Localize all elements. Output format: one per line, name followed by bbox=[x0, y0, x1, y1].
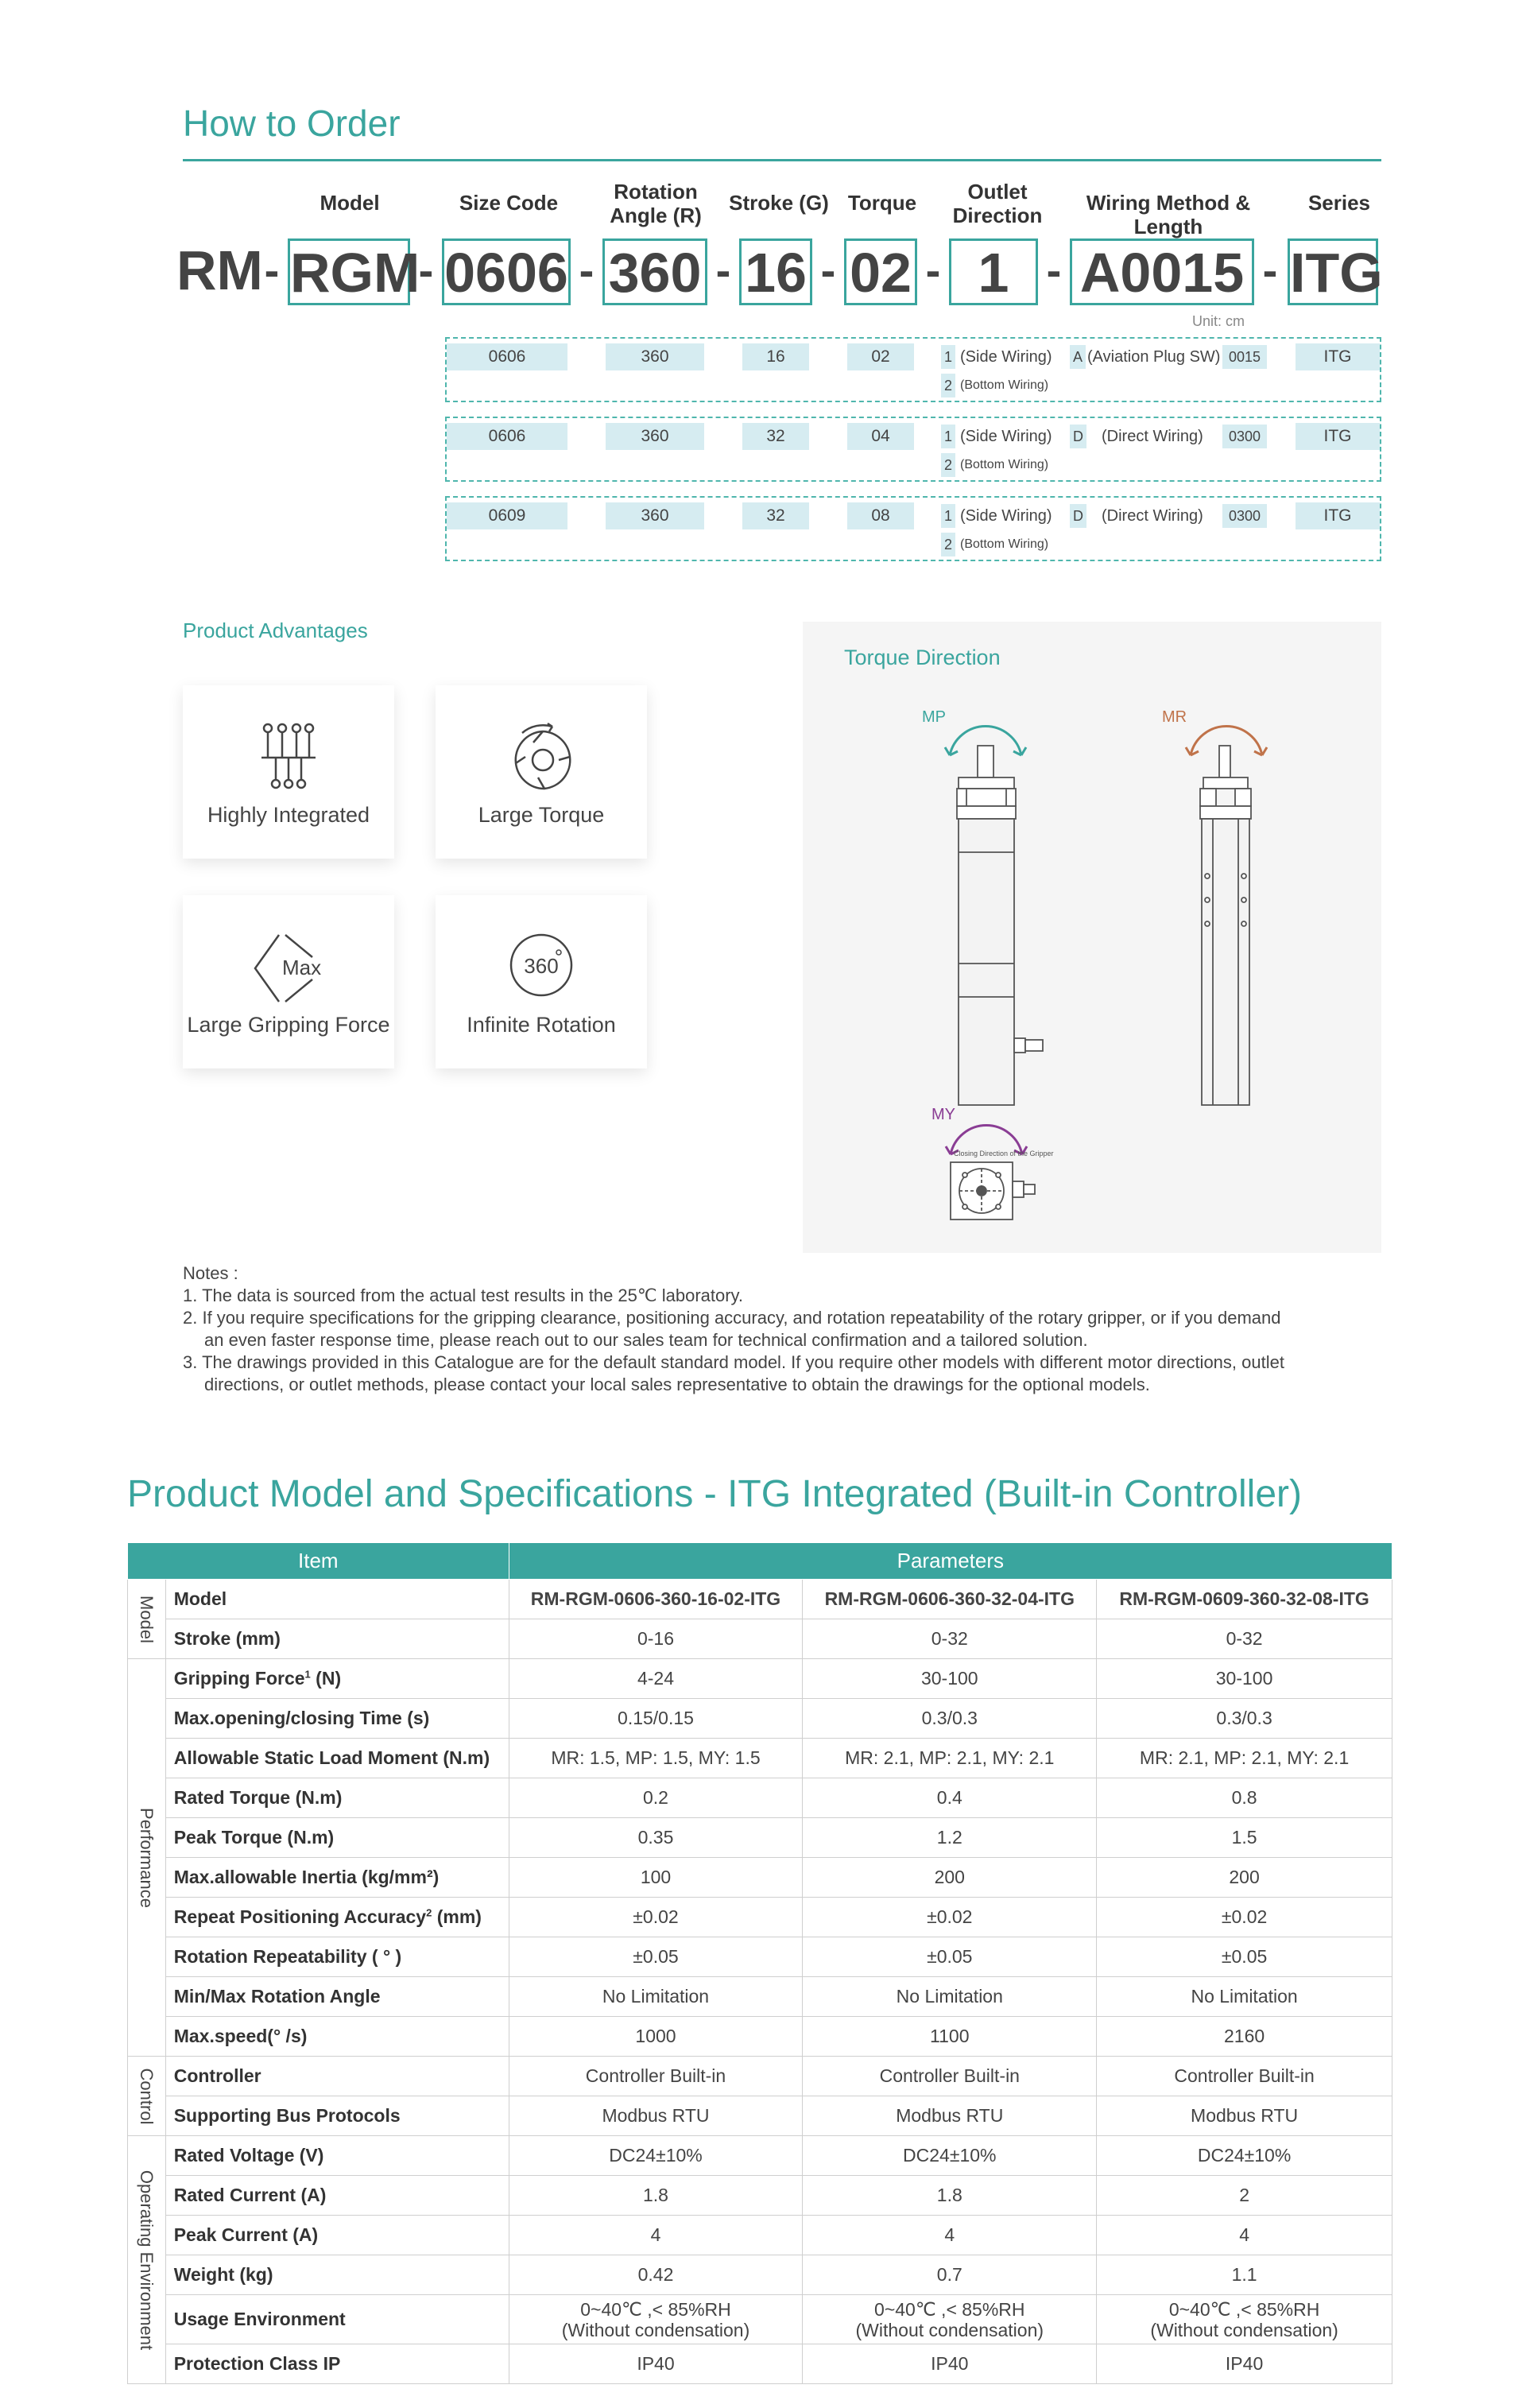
option-group-1 bbox=[445, 337, 1381, 402]
option-outlet-2-text: (Bottom Wiring) bbox=[960, 537, 1049, 551]
option-rotation: 360 bbox=[606, 502, 704, 529]
table-row bbox=[128, 2295, 1392, 2344]
table-row bbox=[128, 2096, 1392, 2136]
option-outlet-2-text: (Bottom Wiring) bbox=[960, 378, 1049, 392]
cell: 0~40℃ ,< 85%RH (Without condensation) bbox=[509, 2295, 803, 2344]
svg-text:Max: Max bbox=[282, 956, 322, 979]
option-rotation: 360 bbox=[606, 343, 704, 370]
header-torque: Torque bbox=[847, 191, 917, 215]
table-header-row bbox=[128, 1543, 1392, 1580]
group-operating-environment: Operating Environment bbox=[128, 2136, 166, 2384]
option-group-3 bbox=[445, 496, 1381, 561]
code-dash: - bbox=[579, 245, 595, 295]
cell: MR: 2.1, MP: 2.1, MY: 2.1 bbox=[1097, 1739, 1392, 1778]
table-row bbox=[128, 1778, 1392, 1818]
note-item: 2. If you require specifications for the gripping clearance, positioning accuracy, and rotation repeatability of the rotary gripper, or if you demand bbox=[183, 1308, 1281, 1328]
unit-note: Unit: cm bbox=[1192, 313, 1245, 329]
notes bbox=[183, 1262, 1383, 1396]
note-item: an even faster response time, please reach out to our sales team for technical confirmation and a tailored solution. bbox=[204, 1330, 1088, 1350]
advantage-card-gripping-force bbox=[183, 895, 394, 1068]
cell: DC24±10% bbox=[509, 2136, 803, 2176]
option-outlet-2: 2 bbox=[941, 453, 955, 477]
cell: 4 bbox=[509, 2216, 803, 2255]
row-label: Protection Class IP bbox=[165, 2344, 509, 2384]
code-dash: - bbox=[1262, 245, 1278, 295]
notes-heading: Notes : bbox=[183, 1263, 238, 1283]
svg-text:360: 360 bbox=[524, 954, 559, 978]
option-series: ITG bbox=[1296, 502, 1380, 529]
table-row bbox=[128, 2057, 1392, 2096]
code-prefix: RM bbox=[176, 239, 263, 301]
row-label: Supporting Bus Protocols bbox=[165, 2096, 509, 2136]
header-stroke: Stroke (G) bbox=[729, 191, 829, 215]
cell: No Limitation bbox=[509, 1977, 803, 2017]
option-outlet-1: 1 bbox=[941, 345, 955, 369]
cell: 1.8 bbox=[509, 2176, 803, 2216]
cell: 2160 bbox=[1097, 2017, 1392, 2057]
table-row bbox=[128, 1659, 1392, 1699]
cell: 1100 bbox=[803, 2017, 1097, 2057]
option-size: 0606 bbox=[447, 343, 567, 370]
header-size-code: Size Code bbox=[459, 191, 559, 215]
option-size: 0606 bbox=[447, 423, 567, 450]
max-force-icon bbox=[250, 930, 327, 1006]
option-stroke: 32 bbox=[742, 502, 809, 529]
cell: 1000 bbox=[509, 2017, 803, 2057]
table-row bbox=[128, 1580, 1392, 1619]
option-torque: 08 bbox=[847, 502, 914, 529]
cell: ±0.02 bbox=[1097, 1898, 1392, 1937]
cell: MR: 2.1, MP: 2.1, MY: 2.1 bbox=[803, 1739, 1097, 1778]
row-label: Peak Torque (N.m) bbox=[165, 1818, 509, 1858]
option-outlet-2: 2 bbox=[941, 533, 955, 556]
header-outlet-direction: Outlet Direction bbox=[952, 180, 1043, 227]
cell: 0.42 bbox=[509, 2255, 803, 2295]
title-divider bbox=[183, 159, 1381, 161]
option-length: 0015 bbox=[1222, 345, 1267, 369]
cell: 1.1 bbox=[1097, 2255, 1392, 2295]
cell: 0.2 bbox=[509, 1778, 803, 1818]
note-item: directions, or outlet methods, please contact your local sales representative to obtain the drawings for the optional models. bbox=[204, 1375, 1150, 1394]
cell: Controller Built-in bbox=[803, 2057, 1097, 2096]
mp-label: MP bbox=[922, 708, 946, 726]
gripper-front-view bbox=[957, 746, 1043, 1105]
code-dash: - bbox=[820, 245, 836, 295]
code-model: RGM bbox=[288, 238, 410, 305]
advantage-label: Infinite Rotation bbox=[467, 1013, 616, 1037]
row-label: Allowable Static Load Moment (N.m) bbox=[165, 1739, 509, 1778]
option-length: 0300 bbox=[1222, 504, 1267, 528]
row-label: Rated Torque (N.m) bbox=[165, 1778, 509, 1818]
cell: 4 bbox=[803, 2216, 1097, 2255]
code-dash: - bbox=[264, 245, 280, 295]
row-label: Rotation Repeatability ( ° ) bbox=[165, 1937, 509, 1977]
cell: 0~40℃ ,< 85%RH (Without condensation) bbox=[1097, 2295, 1392, 2344]
how-to-order-title: How to Order bbox=[183, 103, 401, 144]
row-label: Usage Environment bbox=[165, 2295, 509, 2344]
row-label: Rated Current (A) bbox=[165, 2176, 509, 2216]
cell: MR: 1.5, MP: 1.5, MY: 1.5 bbox=[509, 1739, 803, 1778]
torque-direction-diagram bbox=[803, 622, 1381, 1253]
header-wiring-method: Wiring Method & Length bbox=[1086, 191, 1251, 238]
code-size: 0606 bbox=[442, 238, 571, 305]
header-item: Item bbox=[128, 1543, 509, 1580]
cell: 4-24 bbox=[509, 1659, 803, 1699]
header-rotation-angle: Rotation Angle (R) bbox=[610, 180, 702, 227]
cell: 2 bbox=[1097, 2176, 1392, 2216]
gripper-side-view bbox=[1200, 746, 1251, 1105]
option-series: ITG bbox=[1296, 423, 1380, 450]
option-wiring-text: (Direct Wiring) bbox=[1102, 507, 1203, 525]
cell: 0-16 bbox=[509, 1619, 803, 1659]
table-row bbox=[128, 1818, 1392, 1858]
option-torque: 02 bbox=[847, 343, 914, 370]
row-label: Model bbox=[165, 1580, 509, 1619]
cell: RM-RGM-0606-360-16-02-ITG bbox=[509, 1580, 803, 1619]
rotation-360-icon bbox=[506, 930, 576, 1000]
row-label: Min/Max Rotation Angle bbox=[165, 1977, 509, 2017]
table-row bbox=[128, 2216, 1392, 2255]
code-dash: - bbox=[418, 245, 434, 295]
option-group-2 bbox=[445, 417, 1381, 482]
table-row bbox=[128, 2176, 1392, 2216]
option-stroke: 16 bbox=[742, 343, 809, 370]
advantage-card-integrated bbox=[183, 685, 394, 859]
cell: 0.8 bbox=[1097, 1778, 1392, 1818]
row-label: Max.speed(° /s) bbox=[165, 2017, 509, 2057]
option-wiring-code: D bbox=[1070, 425, 1086, 448]
cell: 30-100 bbox=[1097, 1659, 1392, 1699]
table-row bbox=[128, 1977, 1392, 2017]
table-row bbox=[128, 1739, 1392, 1778]
code-dash: - bbox=[925, 245, 941, 295]
option-length: 0300 bbox=[1222, 425, 1267, 448]
cell: IP40 bbox=[509, 2344, 803, 2384]
row-label: Controller bbox=[165, 2057, 509, 2096]
cell: No Limitation bbox=[803, 1977, 1097, 2017]
option-outlet-1: 1 bbox=[941, 504, 955, 528]
my-label: MY bbox=[931, 1106, 955, 1123]
cell: 30-100 bbox=[803, 1659, 1097, 1699]
option-outlet-2-text: (Bottom Wiring) bbox=[960, 458, 1049, 471]
note-item: 3. The drawings provided in this Catalogue are for the default standard model. If you require other models with different motor directions, outlet bbox=[183, 1352, 1284, 1372]
advantage-card-torque bbox=[436, 685, 647, 859]
table-row bbox=[128, 1619, 1392, 1659]
torque-direction-title: Torque Direction bbox=[844, 646, 1001, 669]
option-wiring-code: A bbox=[1070, 345, 1086, 369]
option-size: 0609 bbox=[447, 502, 567, 529]
option-rotation: 360 bbox=[606, 423, 704, 450]
table-row bbox=[128, 1699, 1392, 1739]
cell: ±0.05 bbox=[1097, 1937, 1392, 1977]
table-row bbox=[128, 2344, 1392, 2384]
cell: 1.2 bbox=[803, 1818, 1097, 1858]
cell: Modbus RTU bbox=[509, 2096, 803, 2136]
header-parameters: Parameters bbox=[509, 1543, 1392, 1580]
cell: 1.8 bbox=[803, 2176, 1097, 2216]
cell: IP40 bbox=[803, 2344, 1097, 2384]
row-label: Max.opening/closing Time (s) bbox=[165, 1699, 509, 1739]
mr-label: MR bbox=[1162, 708, 1187, 726]
option-wiring-text: (Direct Wiring) bbox=[1102, 428, 1203, 445]
cell: 0-32 bbox=[803, 1619, 1097, 1659]
advantages-title: Product Advantages bbox=[183, 618, 368, 642]
row-label: Repeat Positioning Accuracy$^2$ (mm) bbox=[165, 1898, 509, 1937]
row-label: Weight (kg) bbox=[165, 2255, 509, 2295]
cell: 1.5 bbox=[1097, 1818, 1392, 1858]
table-row bbox=[128, 2017, 1392, 2057]
option-torque: 04 bbox=[847, 423, 914, 450]
option-outlet-1: 1 bbox=[941, 425, 955, 448]
code-series: ITG bbox=[1288, 238, 1378, 305]
option-outlet-2: 2 bbox=[941, 374, 955, 397]
option-wiring-code: D bbox=[1070, 504, 1086, 528]
closing-direction-note: Closing Direction of the Gripper bbox=[954, 1150, 1054, 1157]
code-outlet: 1 bbox=[949, 238, 1038, 305]
advantage-label: Large Gripping Force bbox=[187, 1013, 390, 1037]
code-dash: - bbox=[1046, 245, 1062, 295]
cell: DC24±10% bbox=[1097, 2136, 1392, 2176]
group-control: Control bbox=[128, 2057, 166, 2136]
cell: DC24±10% bbox=[803, 2136, 1097, 2176]
option-wiring-text: (Aviation Plug SW) bbox=[1087, 348, 1221, 366]
code-rotation: 360 bbox=[602, 238, 707, 305]
torque-icon bbox=[509, 722, 576, 793]
cell: 100 bbox=[509, 1858, 803, 1898]
code-dash: - bbox=[715, 245, 731, 295]
table-row bbox=[128, 2136, 1392, 2176]
cell: ±0.05 bbox=[509, 1937, 803, 1977]
cell: RM-RGM-0609-360-32-08-ITG bbox=[1097, 1580, 1392, 1619]
note-item: 1. The data is sourced from the actual test results in the 25℃ laboratory. bbox=[183, 1285, 744, 1305]
cell: 4 bbox=[1097, 2216, 1392, 2255]
cell: 200 bbox=[803, 1858, 1097, 1898]
cell: 0~40℃ ,< 85%RH (Without condensation) bbox=[803, 2295, 1097, 2344]
cell: Modbus RTU bbox=[1097, 2096, 1392, 2136]
code-torque: 02 bbox=[844, 238, 917, 305]
cell: Controller Built-in bbox=[1097, 2057, 1392, 2096]
cell: IP40 bbox=[1097, 2344, 1392, 2384]
group-performance: Performance bbox=[128, 1659, 166, 2057]
cell: ±0.02 bbox=[803, 1898, 1097, 1937]
cell: Controller Built-in bbox=[509, 2057, 803, 2096]
cell: ±0.02 bbox=[509, 1898, 803, 1937]
option-outlet-1-text: (Side Wiring) bbox=[960, 348, 1052, 366]
integrated-icon bbox=[257, 722, 320, 793]
cell: ±0.05 bbox=[803, 1937, 1097, 1977]
advantage-label: Highly Integrated bbox=[207, 803, 370, 827]
gripper-top-view bbox=[951, 1162, 1035, 1220]
code-wiring: A0015 bbox=[1070, 238, 1254, 305]
code-stroke: 16 bbox=[739, 238, 812, 305]
cell: No Limitation bbox=[1097, 1977, 1392, 2017]
advantage-card-infinite-rotation bbox=[436, 895, 647, 1068]
advantage-label: Large Torque bbox=[478, 803, 605, 827]
cell: RM-RGM-0606-360-32-04-ITG bbox=[803, 1580, 1097, 1619]
cell: 200 bbox=[1097, 1858, 1392, 1898]
cell: 0.15/0.15 bbox=[509, 1699, 803, 1739]
row-label: Peak Current (A) bbox=[165, 2216, 509, 2255]
cell: 0.3/0.3 bbox=[803, 1699, 1097, 1739]
spec-title: Product Model and Specifications - ITG Integrated (Built-in Controller) bbox=[127, 1473, 1302, 1515]
option-outlet-1-text: (Side Wiring) bbox=[960, 428, 1052, 445]
header-model: Model bbox=[320, 191, 380, 215]
cell: 0.7 bbox=[803, 2255, 1097, 2295]
cell: 0.35 bbox=[509, 1818, 803, 1858]
row-label: Rated Voltage (V) bbox=[165, 2136, 509, 2176]
cell: 0.4 bbox=[803, 1778, 1097, 1818]
row-label: Max.allowable Inertia (kg/mm²) bbox=[165, 1858, 509, 1898]
cell: Modbus RTU bbox=[803, 2096, 1097, 2136]
table-row bbox=[128, 1858, 1392, 1898]
spec-table bbox=[127, 1542, 1392, 2384]
row-label: Stroke (mm) bbox=[165, 1619, 509, 1659]
cell: 0-32 bbox=[1097, 1619, 1392, 1659]
option-stroke: 32 bbox=[742, 423, 809, 450]
row-label: Gripping Force$^1$ (N) bbox=[165, 1659, 509, 1699]
table-row bbox=[128, 1937, 1392, 1977]
table-row bbox=[128, 2255, 1392, 2295]
header-series: Series bbox=[1307, 191, 1371, 215]
option-series: ITG bbox=[1296, 343, 1380, 370]
cell: 0.3/0.3 bbox=[1097, 1699, 1392, 1739]
option-outlet-1-text: (Side Wiring) bbox=[960, 507, 1052, 525]
table-row bbox=[128, 1898, 1392, 1937]
group-model: Model bbox=[128, 1580, 166, 1659]
